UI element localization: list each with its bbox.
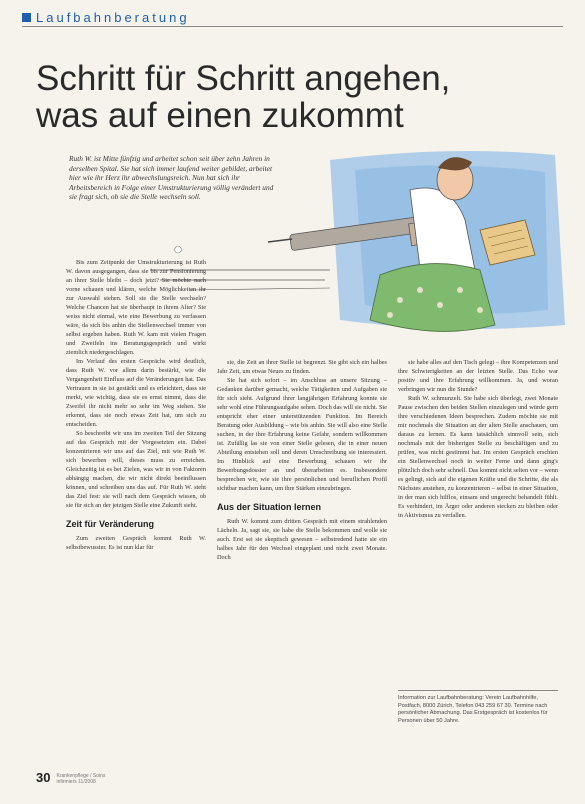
text-column-1 bbox=[66, 258, 206, 552]
paragraph: sie habe alles auf den Tisch gelegt – ihre Kompetenzen und ihre Schwierigkeiten an der letzten Stelle. Das Echo war positiv und ihre Erfahrung willkommen. Ja, und woran verbringen wir nun die Stunde? bbox=[398, 359, 558, 393]
section-rule bbox=[22, 26, 563, 27]
paragraph: Im Verlauf des ersten Gesprächs wird deutlich, dass Ruth W. vor allem darin bestärkt, wie die Vergangenheit Einfluss auf die Veränderungen hat. Das Vertrauen in sie ist gestärkt und es erleichtert, dass sie merkt, wie wichtig, dass sie es ernst nimmt, dass die Zweifel ihr nicht mehr so sehr im Weg stehen. Sie erkennt, dass sie noch etwas Zeit hat, um sich zu entscheiden. bbox=[66, 358, 206, 428]
footer-line: Krankenpflege / Soins bbox=[56, 773, 106, 779]
paragraph: Ruth W. kommt zum dritten Gespräch mit einem strahlenden Lächeln. Ja, sagt sie, sie habe die Stelle bekommen und wolle sie auch. Erst sei sie skeptisch gewesen – selbstredend hatte sie ein halbes Jahr für den Wechsel eingeplant und nicht zwei Monate. Doch bbox=[217, 518, 387, 561]
text-column-3 bbox=[398, 358, 558, 520]
paragraph: Zum zweiten Gespräch kommt Ruth W. selbstbewusster. Es ist nun klar für bbox=[66, 535, 206, 551]
paragraph: So beschreibt wir uns im zweiten Teil der Sitzung auf das Gespräch mit der Vorgesetzten ein. Dabei konzentrieren wir uns auf das Ziel, mit wie Ruth W. sich bewerben will, dieses muss zu erreichen. Gleichzeitig ist es bei Zielen, was wir in von Faktoren abhängig machen, die wir nicht direkt beeinflussen können, und schreiben uns das auf. Für Ruth W. steht das Ziel fest: sie will nach dem Gespräch wissen, ob sie für sich an der jetzigen Stelle eine Zukunft sieht. bbox=[66, 430, 206, 509]
section-kicker bbox=[22, 9, 190, 25]
paragraph: Bis zum Zeitpunkt der Umstrukturierung ist Ruth W. davon ausgegangen, dass sie bis zur Pensionierung an ihrer Stelle bleibt – doch jetzt? Sie möchte nach vorne schauen und klären, welche Möglichkeiten ihr zur Auswahl stehen. Soll sie die Stelle wechseln? Welche Chancen hat sie überhaupt in ihrem Alter? Sie weiss nicht einmal, wie eine Bewerbung zu verfassen wäre, da sich bis anhin die Stellenwechsel immer von selbst ergeben haben. Ruth W. kam mit vielen Fragen und Zweifeln ins Beratungsgespräch und wirkt ziemlich niedergeschlagen. bbox=[66, 259, 206, 356]
paragraph: Sie hat sich sofort – im Anschluss an unsere Sitzung – Gedanken darüber gemacht, welche Tätigkeiten und Aufgaben sie für sich sieht. Aufgrund ihrer langjährigen Erfahrung konnte sie sehr wohl eine Führungsaufgabe sehen. Doch das will sie nicht. Sie entspricht eher einer unterstützenden Funktion. Im Bereich Beratung oder Ausbildung – wie bis anhin. Sie will also eine Stelle suchen, in der ihre Erfahrung keine Gefahr, sondern willkommen ist. Zufällig las sie von einer Stelle gelesen, die in einer neuen Abteilung entstehen soll und deren Umschreibung sie interessiert. Im Hinblick auf eine Bewerbung schauen wir ihr Bewerbungsdossier an und überarbeiten es. Insbesondere besprechen wir, wie sie ihre persönlichen und beruflichen Profil sichtbar machen kann, um ihre Stärken einzubringen. bbox=[217, 377, 387, 492]
article-lead: Ruth W. ist Mitte fünfzig und arbeitet schon seit über zehn Jahren in derselben Spital. Sie hat sich immer laufend weiter gebildet, arbeitet hier wie ihr Herz ihr abwechslungsreich. Nun hat sich ihr Arbeitsbereich in Folge einer Umstrukturierung völlig verändert und sie fragt sich, ob sie die Stelle wechseln soll. bbox=[69, 154, 274, 202]
page-footer bbox=[36, 770, 105, 785]
page-number: 30 bbox=[36, 770, 51, 785]
footer-line: infirmiers 11/2008 bbox=[56, 779, 96, 785]
subheading: Aus der Situation lernen bbox=[217, 502, 322, 512]
paragraph: Ruth W. schmunzelt. Sie habe sich überlegt, zwei Monate Pause zwischen den beiden Stellen einzulegen und würde gern ihre verschiedenen Ideen besprechen. Zudem möchte sie mit mir nochmals die Situation an der alten Stelle anschauen, um daraus zu lernen. Es kann tatsächlich sinnvoll sein, sich nochmals mit der bisherigen Stelle zu beschäftigen und zu prüfen, was nicht gestimmt hat. Im ersten Gespräch erschien ein Stellenwechsel noch in weiter Ferne und dann ging's plötzlich doch sehr schnell. Das kommt nicht selten vor – wenn es gelingt, sich auf die eigenen Kräfte und die Schritte, die als Nächstes anstehen, zu konzentrieren – selbst in einer Situation, in der man sich hilflos, einsam und ungerecht behandelt fühlt. Es verhindert, im Ärger oder anderen stecken zu bleiben oder in Aktivismus zu verfallen. bbox=[398, 395, 559, 519]
paragraph: sie, die Zeit an ihrer Stelle ist begrenzt. Sie gibt sich ein halbes Jahr Zeit, um etwas Neues zu finden. bbox=[217, 359, 387, 375]
subheading: Zeit für Veränderung bbox=[66, 519, 155, 529]
info-box: Information zur Laufbahnberatung: Verein Laufbahnhilfe, Postfach, 8000 Zürich, Telefon 043 259 67 30. Termine nach persönlicher Abmachung. Das Erstgespräch ist kostenlos für Personen über 50 Jahre. bbox=[398, 690, 558, 725]
section-square-icon bbox=[22, 13, 31, 22]
article-headline: Schritt für Schritt angehen, was auf einen zukommt bbox=[36, 59, 451, 135]
text-column-2 bbox=[217, 358, 387, 562]
section-label: Laufbahnberatung bbox=[36, 9, 190, 25]
footer-publication bbox=[56, 773, 105, 785]
